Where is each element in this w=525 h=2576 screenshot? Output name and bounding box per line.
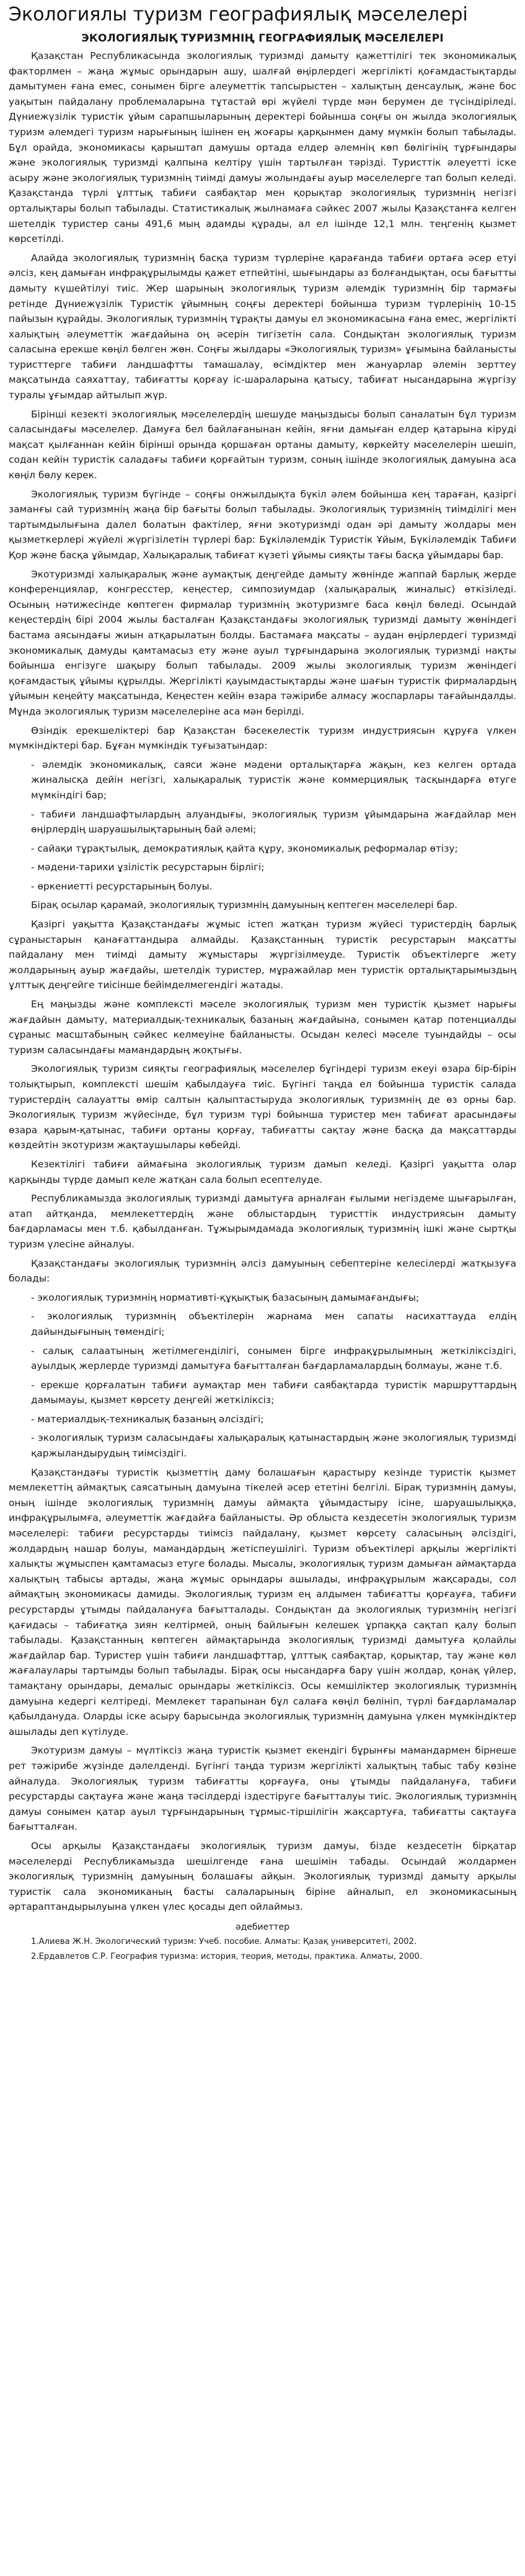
list-item: - мәдени-тарихи ұзілістік ресурстарын бірлігі; — [31, 862, 265, 873]
paragraph: Экологиялық туризм бүгінде – соңғы онжылдықта бүкіл әлем бойынша кең тараған, қазіргі заманғы сай туризмнің жаңа бір бағыты болып табылады. Экологиялық туризмнің тиімділігі мен тартымдылығына далел болатын фактілер, яғни экотуризмді одан әрі дамыту жолдары мен қызметкерлері жүйелі жүргізілетін түрлері бар: Бұкіләлемдік Туристік Ұйым, Бүкіләлемдік Табиғи Қор және басқа ұйымдар, Халықаралық табиғат күзеті ұйымы сияқты тағы басқа ұйымдары бар. — [9, 488, 516, 561]
references-list — [9, 1936, 516, 1963]
list-item: - экологиялық туризм саласындағы халықаралық қатынастардың және экологиялық туризмді қаржыландырудың тиімсіздігі. — [31, 1432, 516, 1460]
list-item: - салық салаатының жетілмегенділігі, сонымен бірге инфрақұрылымның жеткіліксіздігі, ауылдық жерлерде туризмді дамытуға бағытталған бағдарламалардың болмауы, және т.б. — [31, 1345, 516, 1372]
list-item: - ерекше қорғалатын табиғи аумақтар мен табиғи саябақтарда туристік маршруттардың дамымауы, қызмет көрсету деңгейі жеткіліксіз; — [31, 1379, 516, 1406]
list-item: - сайақи тұрақтылық, демократиялық қайта құру, экономикалық реформалар өтізу; — [31, 842, 458, 854]
paragraph: Экотуризмді халықаралық және аумақтық деңгейде дамыту жөнінде жаппай барлық жерде конференциялар, конгресстер, кеңестер, симпозиумдар (халықаралық жиналыс) өткізіледі. Осының нәтижесінде көптеген фирмалар туризмнің экотуризмге баса көңіл бөледі. Осындай кеңестердің бірі 2004 жылы басталған Қазақстандағы экологиялық туризмді дамыту жөніндегі бастама аясындағы жиын атқарылатын болды. Бастамаға мақсаты – аудан өңірлердегі туризмді экономикалық дамуды қамтамасыз ету және ауыл тұрғындарына экологиялық туризмді нақты бойынша енгізуге шақыру болып табылады. 2009 жылы экологиялық туризм жөніндегі қоғамдастық ұйымы құрылды. Жергілікті қауымдастықтарды және шағын туристік фирмалардың ұйымын кеңейту мақсатында, Кеңестен кейін өзара тәжірибе алмасу жоспарлары тағайындалды. Мұнда экологиялық туризм мәселелеріне аса мән берілді. — [9, 568, 516, 717]
paragraph: Экологиялық туризм сияқты географиялық мәселелер бұгіндері туризм екеуі өзара бір-бірін толықтырып, комплексті шешім қабылдауға тиіс. Бүгінгі таңда ел бойынша туристік салада туристердің салауатты өмір салтын қалыптастыруда экологиялық туризмнің де өз орны бар. Экологиялық туризм жүйесінде, бұл туризм түрі бойынша туристер мен табиғат арасындағы өзара қарым-қатынас, табиғи ортаны қорғау, табиғатты сақтау және басқа да мақсаттарды көздейтін экотуризм жақтаушылары көбейді. — [9, 1063, 516, 1151]
list-item: - материалдық-техникалық базаның әлсіздігі; — [31, 1413, 264, 1425]
reference-item: 1.Алиева Ж.Н. Экологический туризм: Учеб. пособие. Алматы: Қазақ университеті, 2002. — [31, 1936, 417, 1946]
paragraph: Экотуризм дамуы – мүлтіксіз жаңа туристік қызмет екендігі бұрынғы мамандармен бірнеше рет тәжірибе жүзінде дәлелденді. Бүгінгі таңда туризм жергілікті халықтың табыс табу көзіне айналуда. Экологиялық туризм табиғатты қорғауға, оны ұтымды пайдалануға, табиғи ресурстарды сақтауға және жаңа тәсілдерді іздестіруге бағытталуы тиіс. Экологиялық туризмнің дамуы сонымен қатар ауыл тұрғындарының тұрмыс-тіршілігін жақсартуға, табиғатты сақтауға бағытталған. — [9, 1745, 516, 1833]
document-heading: ЭКОЛОГИЯЛЫҚ ТУРИЗМНІҢ ГЕОГРАФИЯЛЫҚ МӘСЕЛЕЛЕРІ — [81, 32, 444, 45]
document-body — [9, 48, 516, 1915]
paragraph: Өзіндік ерекшеліктері бар Қазақстан бәсекелестік туризм индустриясын құруға үлкен мүмкіндіктері бар. Бұған мүмкіндік туғызатындар: — [9, 724, 516, 752]
paragraph: Кезектілігі табиғи аймағына экологиялық туризм дамып келеді. Қазіргі уақытта олар қарқынды түрде дамып келе жатқан сала болып есептелуде. — [9, 1158, 516, 1185]
paragraph: Қазақстан Республикасында экологиялық туризмді дамыту қажеттілігі тек экономикалық факторлмен – жаңа жұмыс орындарын ашу, шалғай өңірлердегі жергілікті қоғамдастықтарды дамытумен ғана емес, сонымен бірге алеуметтік тапсырыстен – халықтың денсаулық, және бос уақытын пайдалану проблемаларына тұтастай өрі жүйелі түрде мән берумен де түсіндіріледі. Дүниежүзілік туристік ұйым сарапшыларының деректері бойынша соңғы он жылда экологиялық туризм әлемдегі туризм нарығының ішінен ең жоғары қарқынмен даму мүмкін болып табылады. Бұл орайда, экономикасы қарыштап дамушы ортада елдер әлемнің көп бөлігінің тұрғындары және экологиялық туризмді қалпына келтіру үшін тартылған тәрізді. Туристтік әлеуетті іске асыру және экологиялық туризмнің тиімді дамуы жолындағы ауыр мәселелерге тап болып келеді. Қазақстанда түрлі ұлттық табиғи саябақтар мен қорықтар экологиялық туризмнің негізгі орталықтары болып табылады. Статистикалық жылнамаға сәйкес 2007 жылы Қазақстанға келген шетелдік туристер саны 491,6 мың адамды құрады, ал ел ішінде 12,1 млн. теңгенің қызмет көрсетілді. — [9, 50, 516, 245]
paragraph: Бірақ осылар қарамай, экологиялық туризмнің дамуының кептеген мәселелері бар. — [31, 899, 458, 911]
paragraph: Бірінші кезекті экологиялық мәселелердің шешуде маңыздысы болып саналатын бұл туризм саласындағы мәселелер. Дамуға бел байлағанынан кейін, яғни дамыған елдер қатарына кіруді мақсат қылғаннан кейін бірінші орында қоршаған ортаны дамыту, көркейту мәселелерін шешіп, содан кейін туристік саладағы табиғи қорғайтын туризм, соның ішінде экологиялық дамуына аса көңіл бөлу керек. — [9, 408, 516, 481]
references-title: әдебиеттер — [235, 1922, 290, 1932]
reference-item: 2.Ердавлетов С.Р. География туризма: история, теория, методы, практика. Алматы, 2000. — [31, 1951, 423, 1961]
page-title: Экологиялы туризм географиялық мәселелері — [9, 4, 468, 25]
paragraph: Қазақстандағы экологиялық туризмнің әлсіз дамуының себептеріне келесілерді жатқызуға болады: — [9, 1257, 516, 1285]
list-item: - табиғи ландшафтылардың алуандығы, экологиялық туризм ұйымдарына жағдайлар мен өңірлердің шаруашылықтарының бай әлемі; — [31, 808, 516, 836]
list-item: - экологиялық туризмнің нормативті-құқықтық базасының дамымағандығы; — [31, 1291, 420, 1303]
paragraph: Осы арқылы Қазақстандағы экологиялық туризм дамуы, бізде кездесетін бірқатар мәселелерді Республикамызда шешілгенде ғана шешімін табады. Осындай жолдармен экологиялық туризмнің дамуының болашағы айқын. Экологиялық туризмді дамыту арқылы туристік сала экономиканың басты салаларының біріне айналып, ел экономикасының әртараптандырылуына үлкен үлес қосады деп ойлаймыз. — [9, 1840, 516, 1913]
paragraph: Қазақстандағы туристік қызметтің даму болашағын қарастыру кезінде туристік қызмет мемлекеттің аймақтық саясатының дамуына тікелей әсер ететіні белгілі. Бірақ туризмнің дамуы, оның ішінде экологиялық туризмнің дамуы аймақта ұйымдастыру ісіне, шаруашылыққа, инфрақұрылымға, әлеуметтік жағдайға байланысты. Әр облыста кездесетін экологиялық туризм мәселелері: табиғи ресурстарды тиімсіз пайдалану, қызмет көрсету саласының әлсіздігі, жолдардың нашар болуы, мамандардың жетіспеушілігі. Туризм объектілері арқылы жергілікті халықты жұмыспен қамтамасыз етуге болады. Мысалы, экологиялық туризм дамыған аймақтарда халықтың табысы артады, жаңа жұмыс орындары ашылады, инфрақұрылым жақсарады, сол аймақтың экономикасы дамиды. Экологиялық туризм ең алдымен табиғатты қорғауға, табиғи ресурстарды ұтымды пайдалануға бағытталады. Сондықтан да экологиялық туризмнің негізгі қағидасы – табиғатқа зиян келтірмей, оның байлығын келешек ұрпаққа сақтап қалу болып табылады. Қазақстанның көптеген аймақтарында экологиялық туризмді дамытуға қолайлы жағдайлар бар. Туристер үшін табиғи ландшафттар, ұлттық саябақтар, қорықтар, тау және көл жағалаулары тартымды болып табылады. Бірақ осы нысандарға бару үшін жолдар, қонақ үйлер, тамақтану орындары, демалыс орындары жеткіліксіз. Осы кемшіліктер экологиялық туризмнің дамуына кедергі келтіреді. Мемлекет тарапынан бұл салаға көңіл бөлініп, түрлі бағдарламалар қабылдануда. Оларды іске асыру барысында экологиялық туризмнің дамуына үлкен мүмкіндіктер ашылады деп күтілуде. — [9, 1466, 516, 1737]
paragraph: Ең маңызды және комплексті мәселе экологиялық туризм мен туристік қызмет нарығы жағдайын дамыту, материалдық-техникалық базаның жағдайына, сонымен қатар потенциалды сұраныс масштабының сәйкес келмеуіне байланысты. Осыдан келесі мәселе туындайды – осы туризм саласындағы мамандардың жоқтығы. — [9, 999, 516, 1056]
list-item: - әлемдік экономикалық, саяси және мәдени орталықтарға жақын, кез келген ортада жиналысқа дейін негізгі, халықаралық туристік және коммерциялық тасқындарға өтуге мүмкіндігі бар; — [31, 759, 516, 801]
paragraph: Республикамызда экологиялық туризмді дамытуға арналған ғылыми негіздеме шығарылған, атап айтқанда, мемлекеттердің және облыстардың туристтік индустриясын дамыту бағдарламасы мен т.б. қабылданған. Тұжырымдамада экологиялық туризмнің ішкі және сыртқы туризм үлесіне айналуы. — [9, 1193, 516, 1250]
list-item: - өркениетті ресурстарының болуы. — [31, 880, 213, 892]
paragraph: Алайда экологиялық туризмнің басқа туризм түрлеріне қарағанда табиғи ортаға әсер етуі әлсіз, кең дамыған инфрақұрылымды қажет етпейтіні, шығындары аз болғандықтан, осы бағытты дамыту күшейтілуі тиіс. Жер шарының экологиялық туризм әлемдік туризмнің бір тармағы ретінде Дүниежүзілік Туристік ұйымның соңғы деректері бойынша туризм түрлерінің 10-15 пайызын құрайды. Экологиялық туризмнің тұрақты дамуы ел экономикасына ғана емес, жергілікті халықтың әлеуметтік жағдайына оң әсерін тигізетін сала. Сондықтан экологиялық туризм саласына ерекше көңіл бөлген жөн. Соңғы жылдары «Экологиялық туризм» ұғымына байланысты туристтерге табиғи ландшафтты тамашалау, өсімдіктер мен жануарлар әлемін зерттеу мақсатында саяхаттау, табиғатты қорғау іс-шараларына қатысу, табиғат нысандарына жүргізу туралы ұғымдар айтылып жүр. — [9, 252, 516, 401]
paragraph: Қазіргі уақытта Қазақстандағы жұмыс істеп жатқан туризм жүйесі туристердің барлық сұраныстарын қанағаттандыра алмайды. Қазақстанның туристік ресурстарын мақсатты пайдалану мен тиімді дамыту жұмыстары жүргізілмеуде. Туристік объектілерге жету жолдарының ауыр жағдайы, шетелдік туристер, мұражайлар мен туристік орталықтарымыздың ұлттық деңгейге тиісінше бейімделмегендігі жатады. — [9, 919, 516, 991]
list-item: - экологиялық туризмнің объектілерін жарнама мен сапаты насихаттауда елдің дайындығының төмендігі; — [31, 1311, 516, 1337]
